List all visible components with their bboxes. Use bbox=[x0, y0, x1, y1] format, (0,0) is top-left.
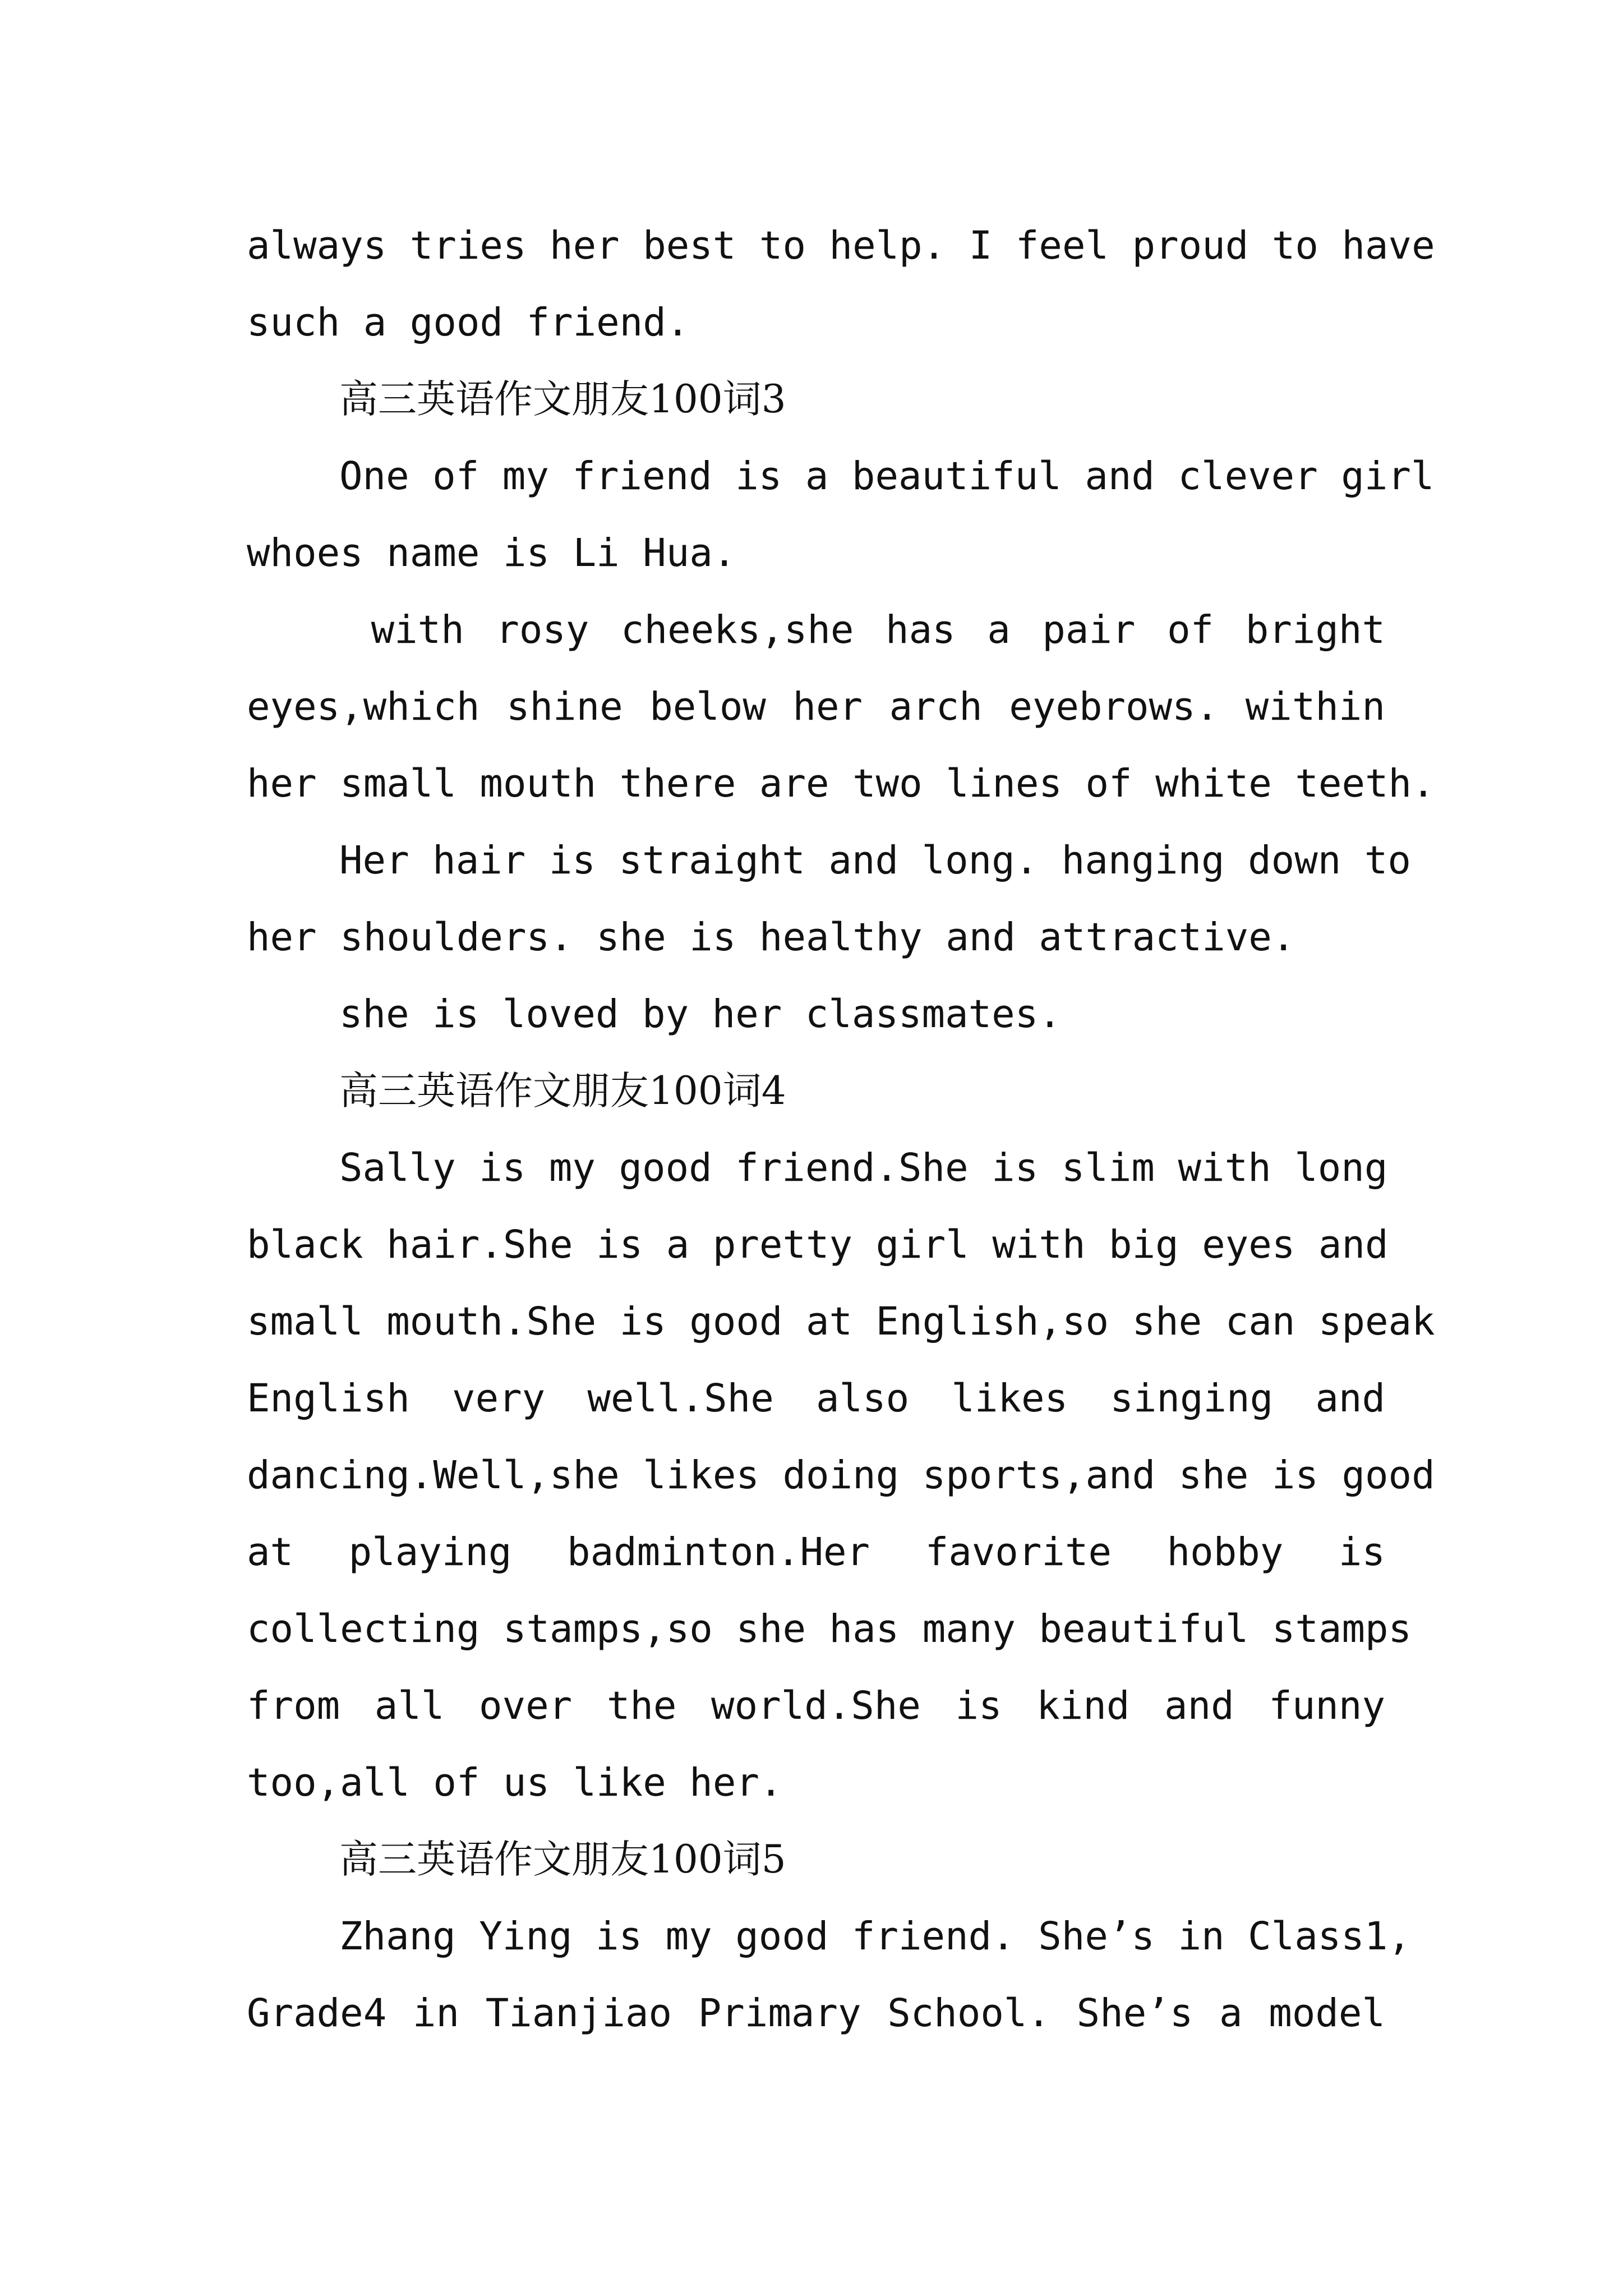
text-line: from all over the world.She is kind and funny bbox=[247, 1683, 1385, 1728]
text-line: Her hair is straight and long. hanging down to bbox=[339, 838, 1411, 883]
text-line: black hair.She is a pretty girl with big eyes and bbox=[247, 1222, 1389, 1267]
text-line: whoes name is Li Hua. bbox=[247, 531, 736, 576]
text-line: too,all of us like her. bbox=[247, 1760, 783, 1805]
text-line: small mouth.She is good at English,so she can speak bbox=[247, 1299, 1435, 1344]
text-line: she is loved by her classmates. bbox=[339, 992, 1062, 1037]
text-line: One of my friend is a beautiful and clever girl bbox=[339, 454, 1435, 499]
section-heading: 高三英语作文朋友100词5 bbox=[339, 1837, 786, 1882]
text-line: her shoulders. she is healthy and attractive. bbox=[247, 915, 1295, 960]
text-line: eyes,which shine below her arch eyebrows. within bbox=[247, 684, 1385, 729]
text-line: her small mouth there are two lines of white teeth. bbox=[247, 761, 1435, 806]
text-line: such a good friend. bbox=[247, 300, 690, 345]
text-line: Zhang Ying is my good friend. She’s in Class1, bbox=[339, 1914, 1411, 1959]
text-line: Grade4 in Tianjiao Primary School. She’s a model bbox=[247, 1991, 1385, 2036]
text-line: English very well.She also likes singing and bbox=[247, 1376, 1385, 1421]
section-heading: 高三英语作文朋友100词4 bbox=[339, 1069, 786, 1114]
text-line: at playing badminton.Her favorite hobby is bbox=[247, 1530, 1385, 1575]
text-line: always tries her best to help. I feel proud to have bbox=[247, 223, 1435, 268]
text-line: Sally is my good friend.She is slim with long bbox=[339, 1145, 1388, 1190]
text-line: dancing.Well,she likes doing sports,and she is good bbox=[247, 1453, 1435, 1498]
text-line: collecting stamps,so she has many beautiful stamps bbox=[247, 1607, 1412, 1651]
section-heading: 高三英语作文朋友100词3 bbox=[339, 377, 786, 422]
text-line: with rosy cheeks,she has a pair of bright bbox=[339, 608, 1385, 652]
